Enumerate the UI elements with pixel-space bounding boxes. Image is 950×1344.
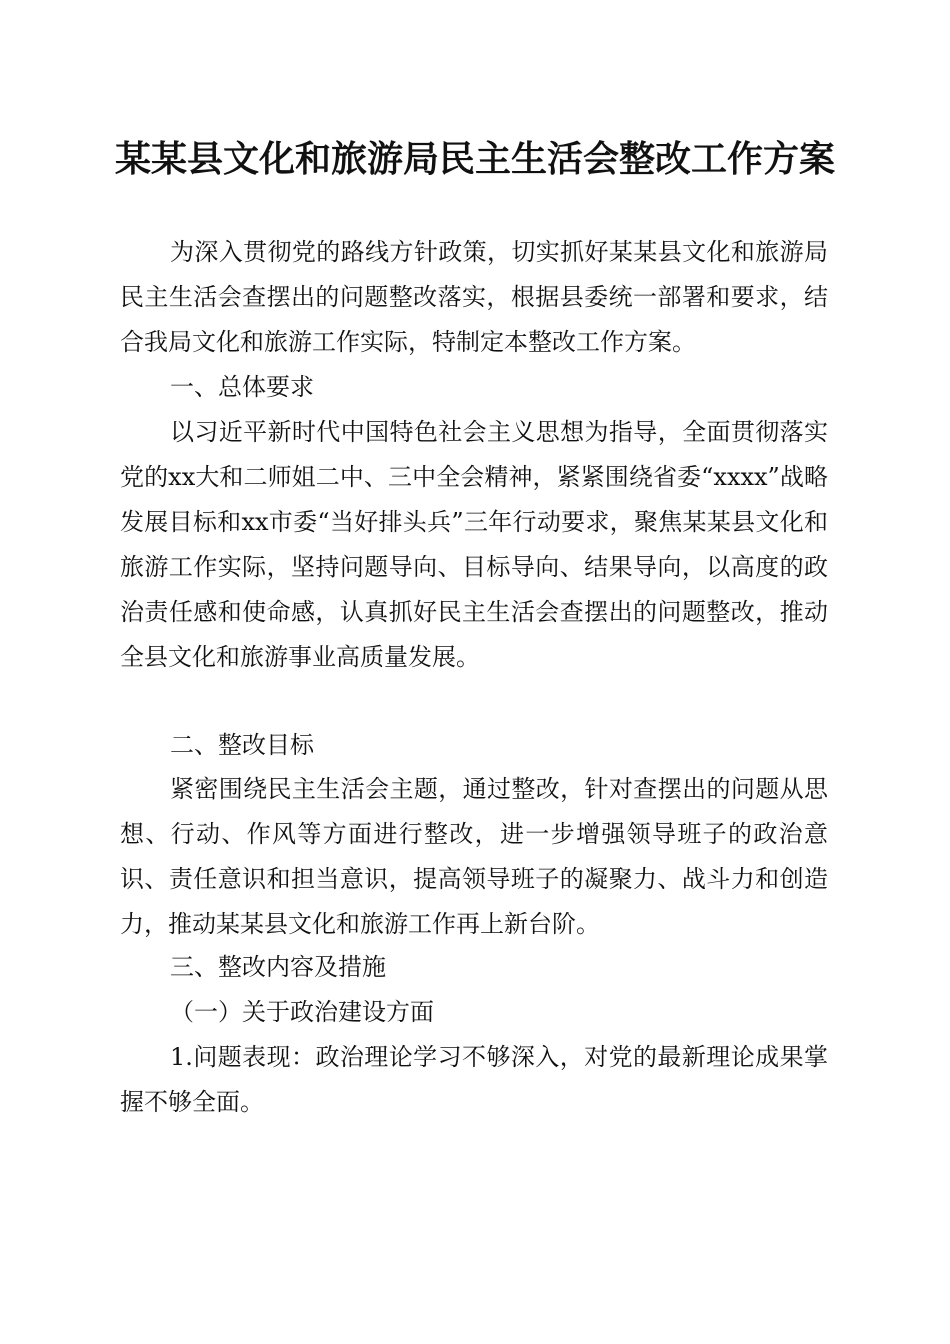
section-paragraph-rectification-goals: 紧密围绕民主生活会主题，通过整改，针对查摆出的问题从思想、行动、作风等方面进行整改，进一步增强领导班子的政治意识、责任意识和担当意识，提高领导班子的凝聚力、战斗力和创造力，推动某某县文化和旅游工作再上新台阶。 [120, 775, 828, 938]
section-heading-overall-requirements: 一、总体要求 [170, 373, 314, 401]
section-heading-rectification-content: 三、整改内容及措施 [170, 953, 386, 981]
document-title: 某某县文化和旅游局民主生活会整改工作方案 [114, 138, 835, 180]
section-paragraph-overall-requirements: 以习近平新时代中国特色社会主义思想为指导，全面贯彻落实党的xx大和二师姐二中、三中全会精神，紧紧围绕省委“xxxx”战略发展目标和xx市委“当好排头兵”三年行动要求，聚焦某某县文化和旅游工作实际，坚持问题导向、目标导向、结果导向，以高度的政治责任感和使命感，认真抓好民主生活会查摆出的问题整改，推动全县文化和旅游事业高质量发展。 [120, 418, 828, 671]
problem-item-1: 1.问题表现：政治理论学习不够深入，对党的最新理论成果掌握不够全面。 [120, 1043, 828, 1116]
subsection-heading-political-building: （一）关于政治建设方面 [170, 998, 434, 1026]
section-heading-rectification-goals: 二、整改目标 [170, 731, 314, 759]
intro-paragraph: 为深入贯彻党的路线方针政策，切实抓好某某县文化和旅游局民主生活会查摆出的问题整改落实，根据县委统一部署和要求，结合我局文化和旅游工作实际，特制定本整改工作方案。 [120, 238, 828, 356]
